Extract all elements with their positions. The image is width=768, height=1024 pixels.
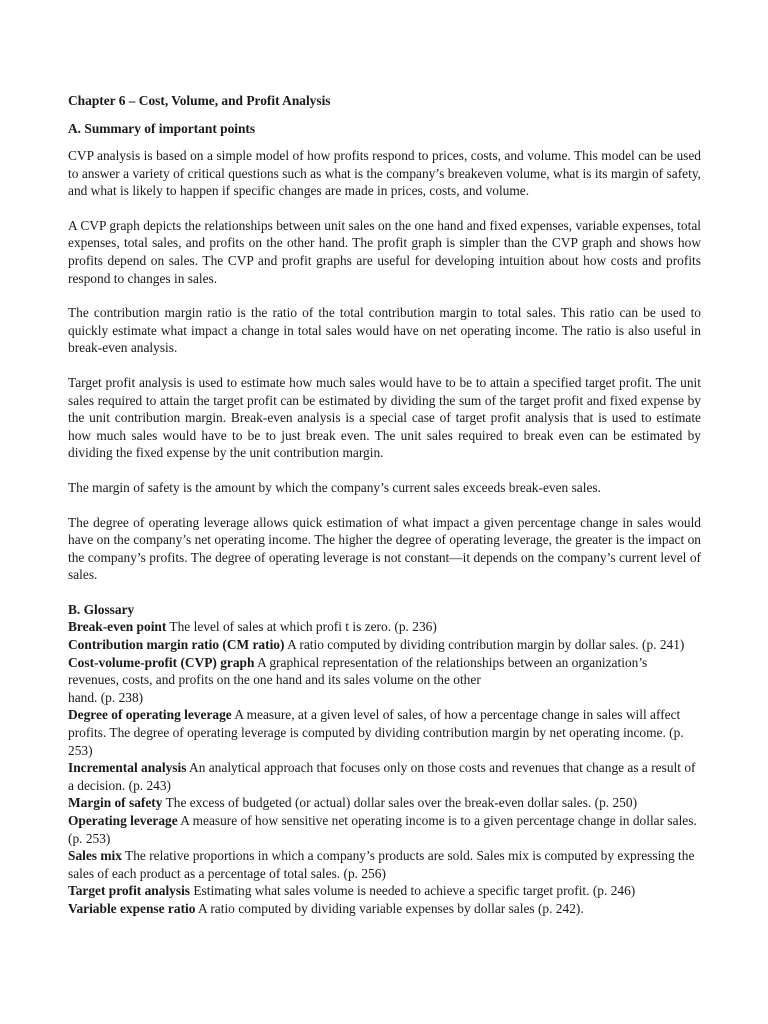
glossary-entry [68, 706, 701, 759]
glossary-entry [68, 654, 701, 707]
glossary-term: Target profit analysis [68, 883, 191, 899]
glossary-term: Sales mix [68, 848, 122, 864]
glossary-definition: The excess of budgeted (or actual) dollar sales over the break-even dollar sales. (p. 250) [162, 795, 638, 811]
summary-paragraph: The margin of safety is the amount by which the company’s current sales exceeds break-even sales. [68, 479, 601, 495]
glossary-entry [68, 636, 701, 654]
document-page [68, 92, 701, 918]
glossary-definition: A measure of how sensitive net operating income is to a given percentage change in dollar sales. (p. 253) [68, 813, 697, 846]
glossary-definition: The relative proportions in which a company’s products are sold. Sales mix is computed by expressing the sales of each product as a percentage of total sales. (p. 256) [68, 848, 695, 881]
glossary-term: Margin of safety [68, 795, 163, 811]
summary-paragraph: The degree of operating leverage allows quick estimation of what impact a given percentage change in sales would have on the company’s net operating income. The higher the degree of operating leverage, the greater is the impact on the company’s profits. The degree of operating leverage is not constant—it depends on the company’s current level of sales. [68, 514, 701, 583]
glossary-term: Incremental analysis [68, 760, 187, 776]
glossary-entry [68, 812, 701, 847]
glossary-term: Cost-volume-profit (CVP) graph [68, 654, 255, 670]
glossary-entry [68, 759, 701, 794]
glossary-definition-continued: hand. (p. 238) [68, 689, 144, 705]
glossary-term: Degree of operating leverage [68, 707, 232, 723]
glossary-definition: A graphical representation of the relationships between an organization’s revenues, costs, and profits on the one hand and its sales volume on the other [68, 654, 648, 688]
glossary-entry [68, 847, 701, 882]
glossary-term: Variable expense ratio [68, 900, 196, 916]
glossary-definition: The level of sales at which profi t is zero. (p. 236) [166, 619, 437, 635]
glossary-entry [68, 900, 701, 918]
glossary-term: Contribution margin ratio (CM ratio) [68, 637, 285, 653]
glossary-definition: A ratio computed by dividing contribution margin by dollar sales. (p. 241) [284, 637, 685, 653]
glossary-definition: A measure, at a given level of sales, of how a percentage change in sales will affect profits. The degree of operating leverage is computed by dividing contribution margin by net operating income. (p. 253) [68, 707, 684, 758]
summary-paragraph: A CVP graph depicts the relationships between unit sales on the one hand and fixed expenses, variable expenses, total expenses, total sales, and profits on the other hand. The profit graph is simpler than the CVP graph and shows how profits depend on sales. The CVP and profit graphs are useful for developing intuition about how costs and profits respond to changes in sales. [68, 217, 701, 286]
summary-paragraph: Target profit analysis is used to estimate how much sales would have to be to attain a specified target profit. The unit sales required to attain the target profit can be estimated by dividing the sum of the target profit and fixed expense by the unit contribution margin. Break-even analysis is a special case of target profit analysis that is used to estimate how much sales would have to be to just break even. The unit sales required to break even can be estimated by dividing the fixed expense by the unit contribution margin. [68, 374, 701, 461]
glossary-entry [68, 618, 701, 636]
glossary-entry [68, 794, 701, 812]
glossary-list [68, 618, 701, 917]
glossary-term: Break-even point [68, 619, 167, 635]
summary-paragraph: CVP analysis is based on a simple model of how profits respond to prices, costs, and volume. This model can be used to answer a variety of critical questions such as what is the company’s breakeven volume, what is its margin of safety, and what is likely to happen if specific changes are made in prices, costs, and volume. [68, 148, 701, 199]
glossary-definition: Estimating what sales volume is needed to achieve a specific target profit. (p. 246) [190, 883, 636, 899]
summary-heading: A. Summary of important points [68, 121, 256, 136]
glossary-definition: A ratio computed by dividing variable expenses by dollar sales (p. 242). [195, 900, 584, 916]
glossary-entry [68, 882, 701, 900]
glossary-heading: B. Glossary [68, 601, 135, 617]
summary-paragraph: The contribution margin ratio is the ratio of the total contribution margin to total sales. This ratio can be used to quickly estimate what impact a change in total sales would have on net operating income. The ratio is also useful in break-even analysis. [68, 305, 701, 356]
glossary-term: Operating leverage [68, 813, 178, 828]
glossary-definition: An analytical approach that focuses only on those costs and revenues that change as a result of a decision. (p. 243) [68, 760, 696, 793]
chapter-title: Chapter 6 – Cost, Volume, and Profit Analysis [68, 93, 331, 108]
